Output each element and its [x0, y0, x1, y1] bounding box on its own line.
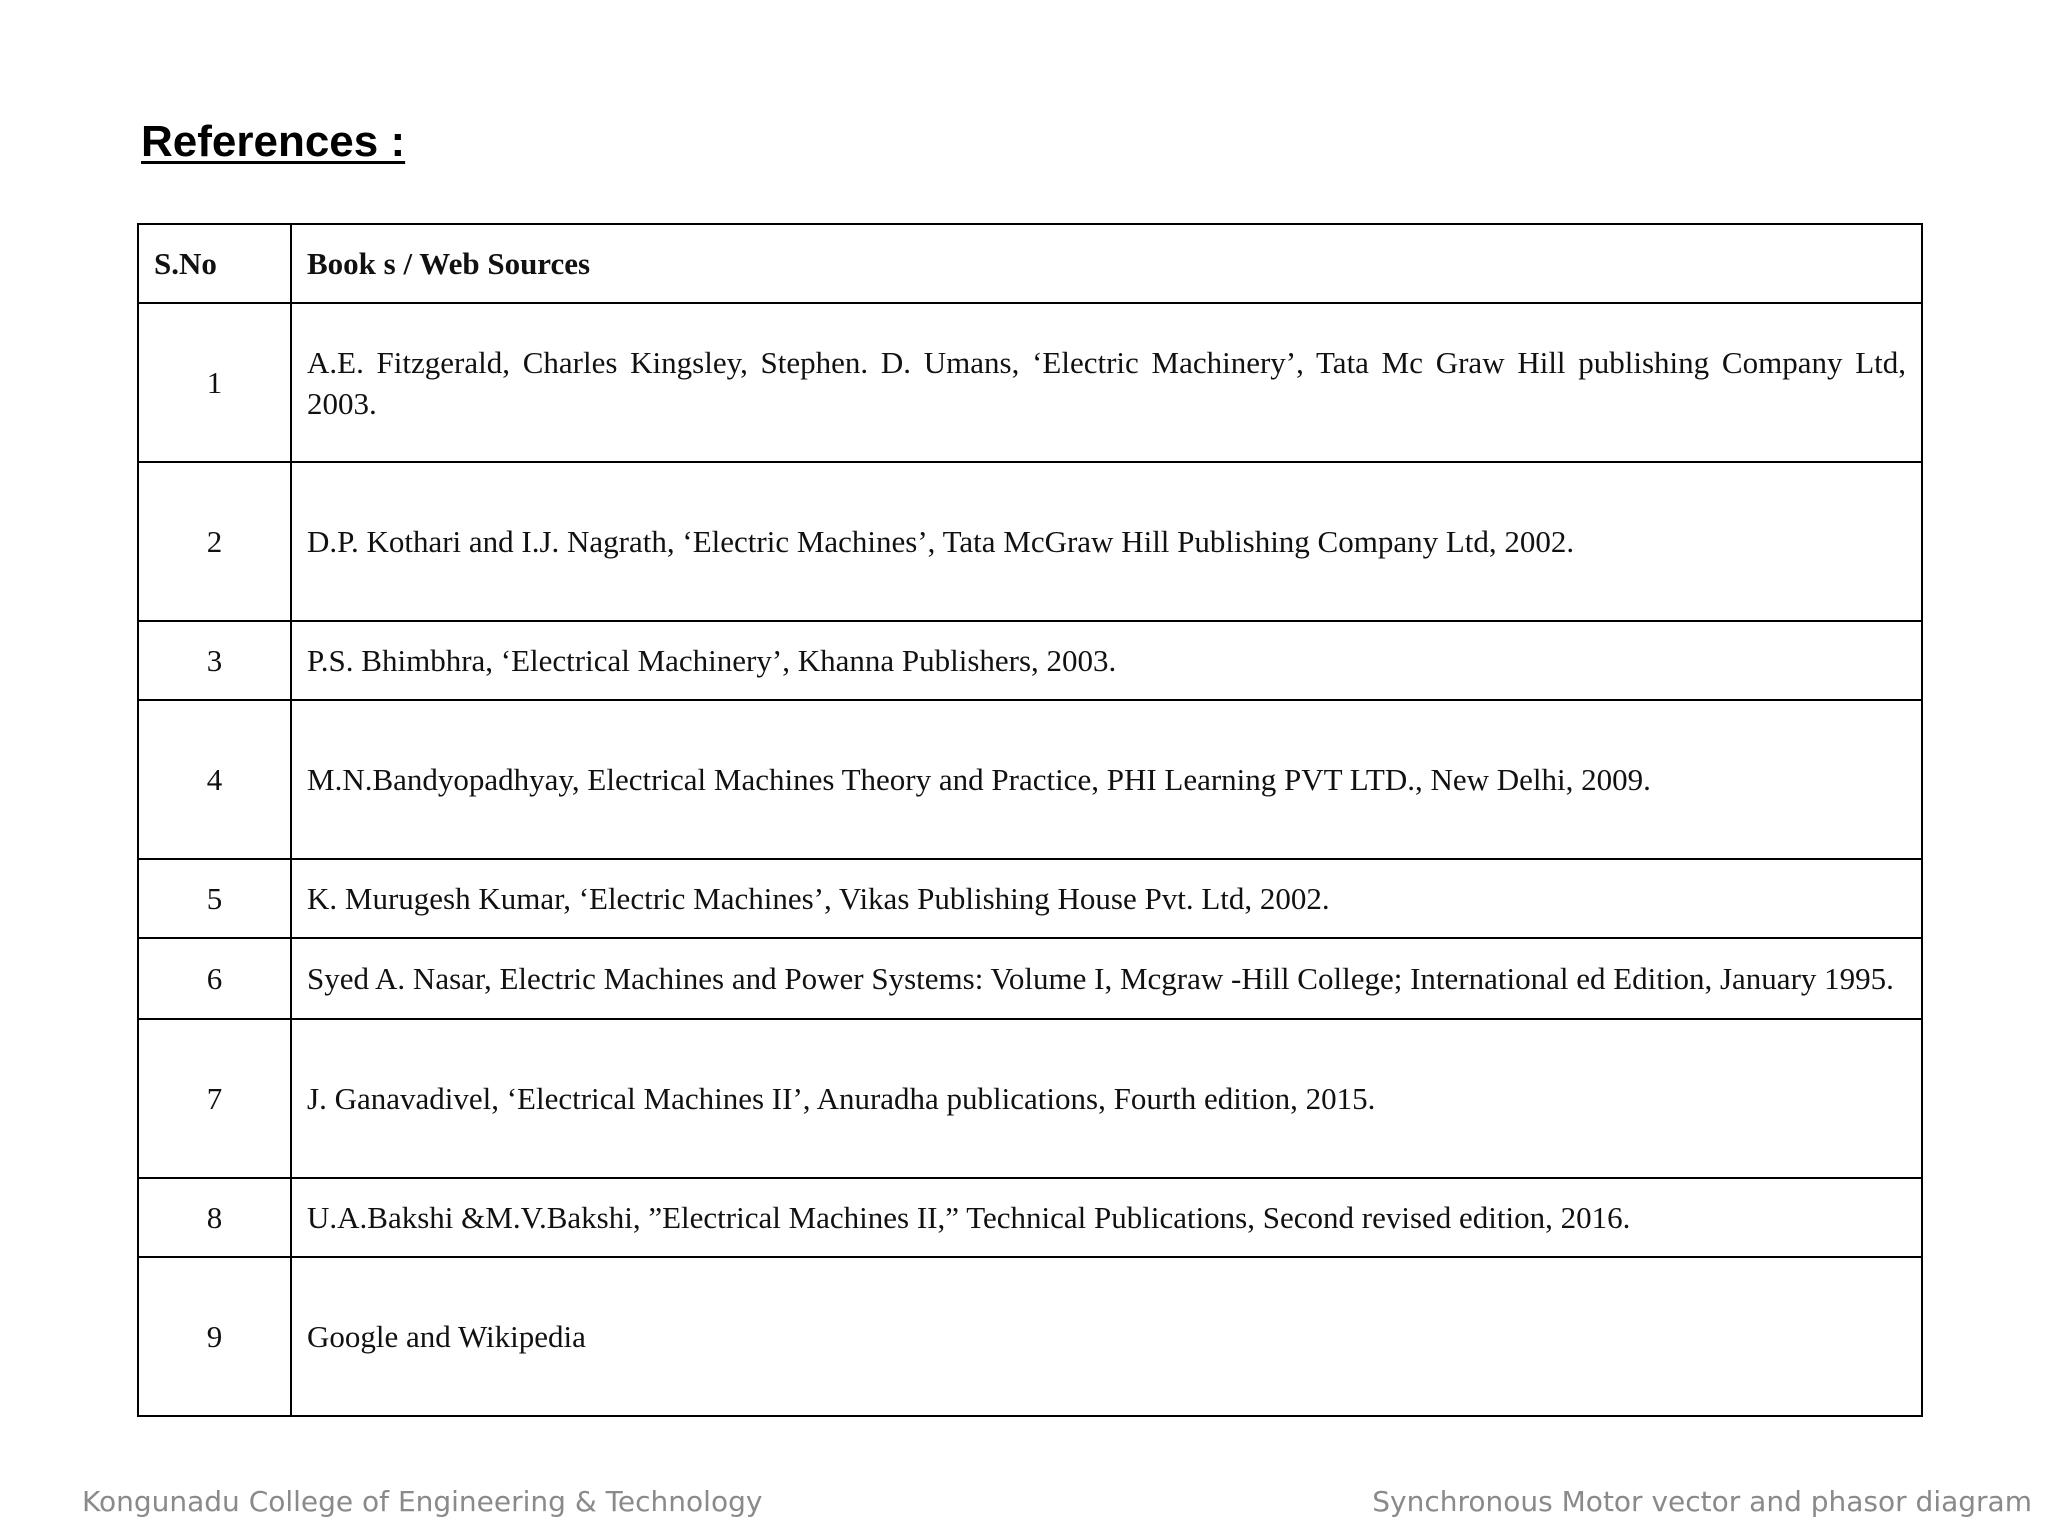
table-row: [138, 1178, 1922, 1257]
table-row: [138, 303, 1922, 462]
references-table: [137, 223, 1923, 1417]
row-number: 2: [138, 462, 291, 621]
footer-topic: Synchronous Motor vector and phasor diagram: [1372, 1485, 2032, 1518]
row-number: 7: [138, 1019, 291, 1178]
table-row: [138, 859, 1922, 938]
reference-text: D.P. Kothari and I.J. Nagrath, ‘Electric Machines’, Tata McGraw Hill Publishing Company Ltd, 2002.: [291, 462, 1922, 621]
reference-text: K. Murugesh Kumar, ‘Electric Machines’, Vikas Publishing House Pvt. Ltd, 2002.: [291, 859, 1922, 938]
table-row: [138, 621, 1922, 700]
row-number: 6: [138, 938, 291, 1019]
table-row: [138, 1257, 1922, 1416]
reference-text: M.N.Bandyopadhyay, Electrical Machines Theory and Practice, PHI Learning PVT LTD., New Delhi, 2009.: [291, 700, 1922, 859]
reference-text: P.S. Bhimbhra, ‘Electrical Machinery’, Khanna Publishers, 2003.: [291, 621, 1922, 700]
row-number: 4: [138, 700, 291, 859]
row-number: 8: [138, 1178, 291, 1257]
reference-text: A.E. Fitzgerald, Charles Kingsley, Stephen. D. Umans, ‘Electric Machinery’, Tata Mc Graw Hill publishing Company Ltd, 2003.: [291, 303, 1922, 462]
reference-text: Syed A. Nasar, Electric Machines and Power Systems: Volume I, Mcgraw -Hill College; International ed Edition, January 1995.: [291, 938, 1922, 1019]
column-header-sno: S.No: [138, 224, 291, 303]
row-number: 3: [138, 621, 291, 700]
page-title: References :: [141, 117, 406, 166]
table-header-row: [138, 224, 1922, 303]
table-row: [138, 1019, 1922, 1178]
reference-text: Google and Wikipedia: [291, 1257, 1922, 1416]
table-row: [138, 462, 1922, 621]
reference-text: U.A.Bakshi &M.V.Bakshi, ”Electrical Machines II,” Technical Publications, Second revised edition, 2016.: [291, 1178, 1922, 1257]
row-number: 5: [138, 859, 291, 938]
row-number: 1: [138, 303, 291, 462]
footer-institution: Kongunadu College of Engineering & Technology: [82, 1485, 763, 1518]
reference-text: J. Ganavadivel, ‘Electrical Machines II’, Anuradha publications, Fourth edition, 2015.: [291, 1019, 1922, 1178]
table-row: [138, 700, 1922, 859]
column-header-source: Book s / Web Sources: [291, 224, 1922, 303]
row-number: 9: [138, 1257, 291, 1416]
table-row: [138, 938, 1922, 1019]
